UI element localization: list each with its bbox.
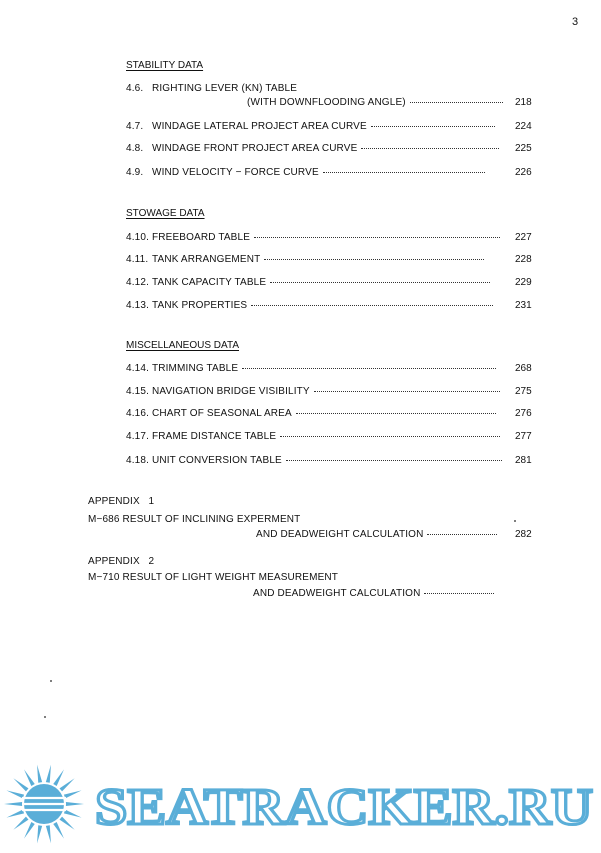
sun-ray [46, 825, 51, 843]
entry-label: CHART OF SEASONAL AREA [152, 408, 292, 419]
sun-ray [46, 765, 51, 783]
page-number: 3 [572, 16, 579, 28]
sun-ray [37, 765, 42, 783]
section-title-stability: STABILITY DATA [126, 60, 204, 71]
section-title-stowage: STOWAGE DATA [126, 208, 205, 219]
appendix-2-heading: APPENDIX 2 [88, 556, 155, 567]
entry-page: 275 [515, 386, 532, 397]
entry-number: 4.14. [126, 363, 149, 374]
leader-dots [296, 413, 496, 414]
entry-number: 4.9. [126, 167, 144, 178]
toc-entry-continued[interactable] [247, 97, 507, 108]
entry-label: FRAME DISTANCE TABLE [152, 431, 277, 442]
sun-ray [6, 810, 24, 818]
entry-number: 4.7. [126, 121, 144, 132]
entry-page: 229 [515, 277, 532, 288]
leader-dots [270, 282, 490, 283]
toc-entry[interactable] [126, 254, 488, 265]
entry-label: WINDAGE FRONT PROJECT AREA CURVE [152, 143, 358, 154]
entry-page: 282 [515, 529, 532, 540]
toc-entry[interactable] [126, 83, 297, 94]
leader-dots [254, 237, 500, 238]
entry-number: 4.18. [126, 455, 149, 466]
sun-ray [4, 802, 22, 806]
entry-label: FREEBOARD TABLE [152, 232, 251, 243]
toc-entry[interactable] [126, 363, 500, 374]
leader-dots [427, 534, 497, 535]
entry-label: UNIT CONVERSION TABLE [152, 455, 282, 466]
entry-page: 276 [515, 408, 532, 419]
entry-number: 4.6. [126, 83, 144, 94]
appendix-1-entry[interactable] [256, 529, 501, 540]
scan-speck [514, 520, 516, 522]
toc-entry[interactable] [126, 143, 503, 154]
entry-number: 4.17. [126, 431, 149, 442]
entry-number: 4.10. [126, 232, 149, 243]
entry-number: 4.16. [126, 408, 149, 419]
leader-dots [424, 593, 494, 594]
entry-page: 225 [515, 143, 532, 154]
watermark-text: SEATRACKER.RU [95, 779, 593, 836]
entry-label: TANK PROPERTIES [152, 300, 248, 311]
toc-entry[interactable] [126, 455, 506, 466]
entry-label: RIGHTING LEVER (KN) TABLE [152, 83, 298, 94]
entry-label: TANK CAPACITY TABLE [152, 277, 267, 288]
entry-label: WIND VELOCITY − FORCE CURVE [152, 167, 319, 178]
toc-entry[interactable] [126, 386, 504, 397]
sun-ray [13, 778, 28, 791]
leader-dots [280, 436, 500, 437]
entry-label: WINDAGE LATERAL PROJECT AREA CURVE [152, 121, 367, 132]
entry-page: 218 [515, 97, 532, 108]
toc-entry[interactable] [126, 121, 499, 132]
toc-entry[interactable] [126, 300, 497, 311]
leader-dots [286, 460, 502, 461]
leader-dots [251, 305, 493, 306]
entry-page: 277 [515, 431, 532, 442]
sun-ray [24, 769, 35, 786]
entry-number: 4.8. [126, 143, 144, 154]
sun-ray [37, 825, 42, 843]
entry-number: 4.15. [126, 386, 149, 397]
entry-page: 228 [515, 254, 532, 265]
leader-dots [264, 259, 484, 260]
entry-page: 231 [515, 300, 532, 311]
toc-entry[interactable] [126, 232, 504, 243]
leader-dots [314, 391, 500, 392]
entry-number: 4.13. [126, 300, 149, 311]
entry-label: (WITH DOWNFLOODING ANGLE) [247, 97, 406, 108]
leader-dots [242, 368, 496, 369]
sun-ray [64, 790, 82, 798]
toc-entry[interactable] [126, 277, 494, 288]
sun-ray [60, 817, 75, 830]
sun-ray [24, 822, 35, 839]
sun-ray [53, 769, 64, 786]
sun-icon [4, 765, 84, 844]
entry-label: AND DEADWEIGHT CALCULATION [253, 588, 421, 599]
leader-dots [410, 102, 503, 103]
appendix-1-heading: APPENDIX 1 [88, 496, 155, 507]
leader-dots [361, 148, 499, 149]
sun-ray [60, 778, 75, 791]
section-title-miscellaneous: MISCELLANEOUS DATA [126, 340, 239, 351]
sun-ray [53, 822, 64, 839]
entry-page: 281 [515, 455, 532, 466]
scan-speck [44, 716, 46, 718]
watermark-logo [0, 762, 601, 853]
sun-ray [6, 790, 24, 798]
sun-ray [13, 817, 28, 830]
sun-ray [64, 810, 82, 818]
entry-label: TRIMMING TABLE [152, 363, 239, 374]
entry-label: NAVIGATION BRIDGE VISIBILITY [152, 386, 310, 397]
entry-page: 227 [515, 232, 532, 243]
toc-entry[interactable] [126, 167, 489, 178]
entry-label: AND DEADWEIGHT CALCULATION [256, 529, 424, 540]
leader-dots [323, 172, 485, 173]
appendix-2-entry[interactable] [253, 588, 498, 599]
entry-label: TANK ARRANGEMENT [152, 254, 261, 265]
sun-ray [66, 802, 84, 806]
entry-page: 268 [515, 363, 532, 374]
entry-number: 4.11. [126, 254, 149, 265]
toc-entry[interactable] [126, 431, 504, 442]
toc-entry[interactable] [126, 408, 500, 419]
appendix-2-title: M−710 RESULT OF LIGHT WEIGHT MEASUREMENT [88, 572, 339, 583]
appendix-1-title: M−686 RESULT OF INCLINING EXPERMENT [88, 514, 301, 525]
leader-dots [371, 126, 495, 127]
entry-page: 226 [515, 167, 532, 178]
entry-page: 224 [515, 121, 532, 132]
scan-speck [50, 680, 52, 682]
entry-number: 4.12. [126, 277, 149, 288]
